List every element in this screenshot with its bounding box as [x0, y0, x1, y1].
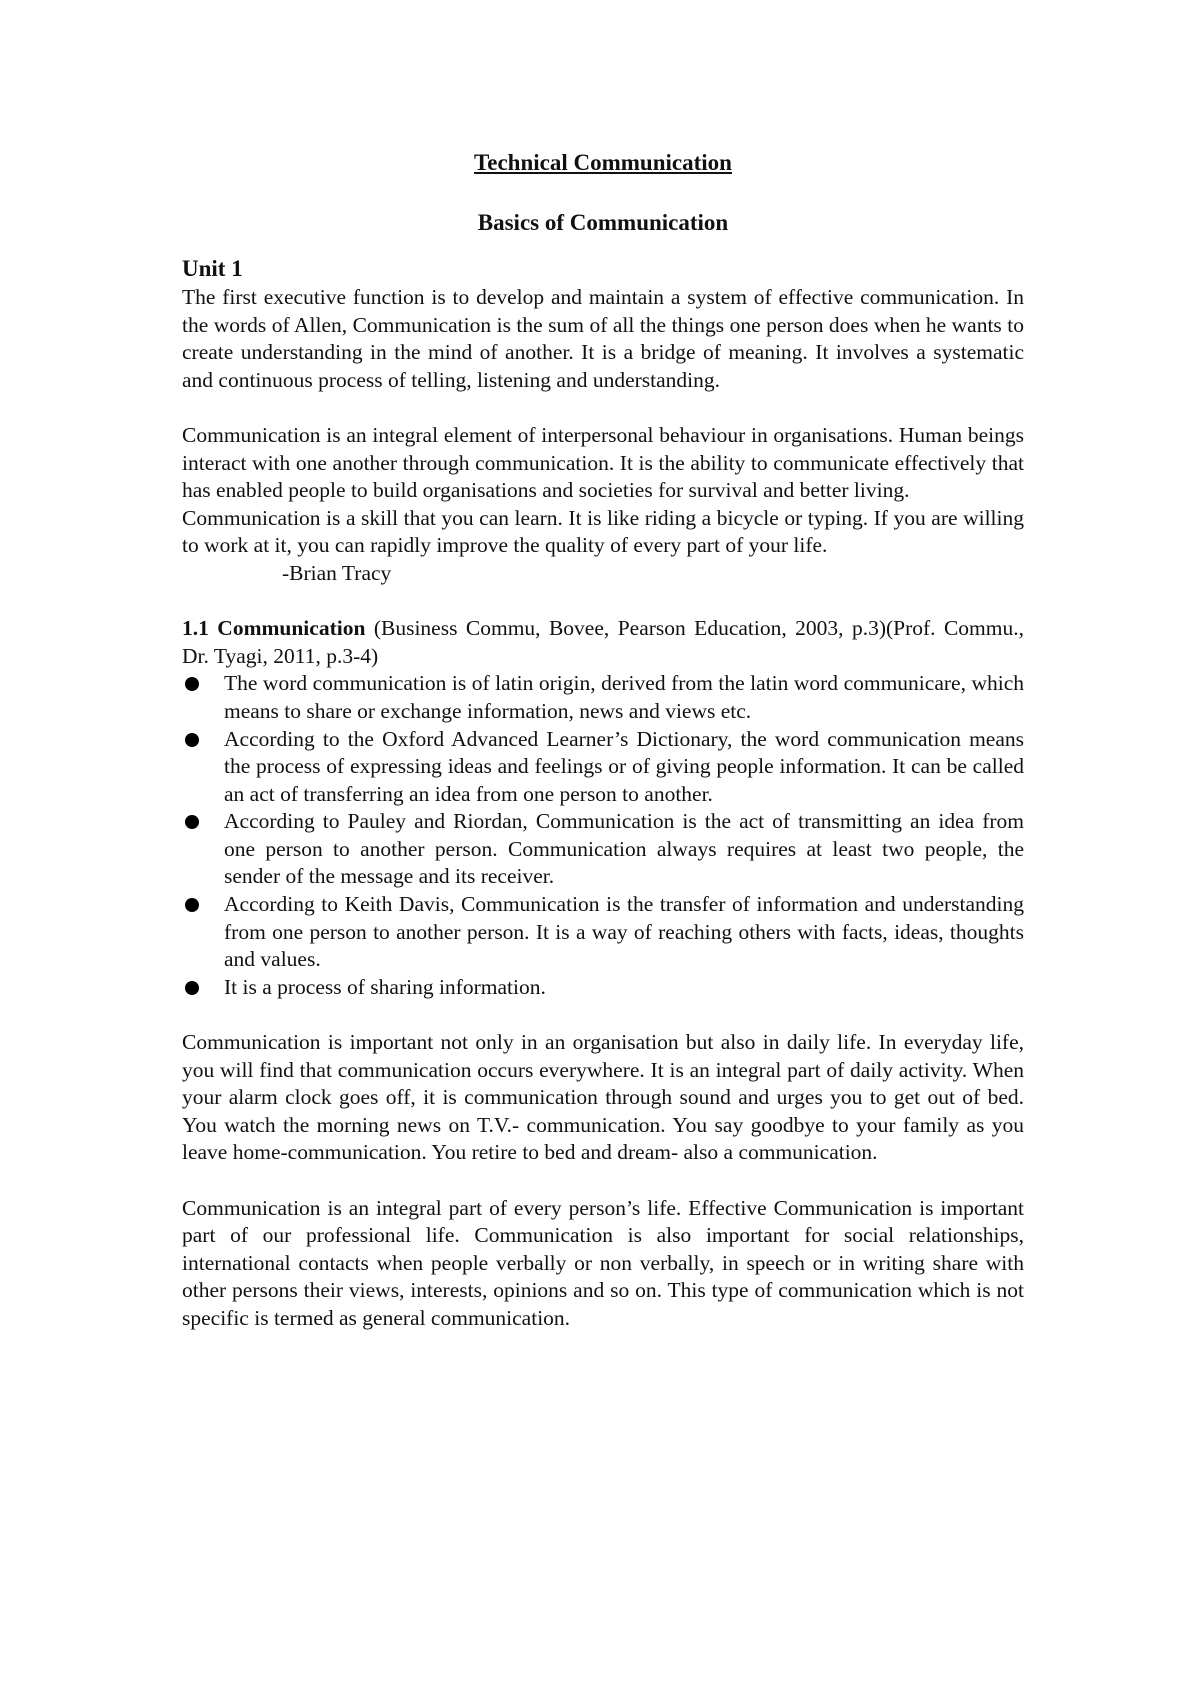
document-title: Technical Communication [474, 150, 732, 175]
document-page [182, 138, 1024, 1333]
unit-heading: Unit 1 [182, 256, 243, 281]
intro-paragraph: The first executive function is to develop and maintain a system of effective communication. In the words of Allen, Communication is the sum of all the things one person does when he wants to create understanding in the mind of another. It is a bridge of meaning. It involves a systematic and continuous process of telling, listening and understanding. [182, 285, 1024, 392]
list-item-text: It is a process of sharing information. [224, 974, 546, 999]
quote-paragraph: Communication is a skill that you can learn. It is like riding a bicycle or typing. If you are willing to work at it, you can rapidly improve the quality of every part of your life. [182, 505, 1024, 558]
section-1-1-title: 1.1 Communication [182, 616, 366, 641]
list-item [182, 808, 1024, 891]
paragraph-general-communication: Communication is an integral part of every person’s life. Effective Communication is important part of our professional life. Communication is also important for social relationships, international contacts when people verbally or non verbally, in speech or in writing share with other persons their views, interests, opinions and so on. This type of communication which is not specific is termed as general communication. [182, 1195, 1024, 1330]
bullet-icon [185, 898, 199, 912]
list-item-text: The word communication is of latin origin, derived from the latin word communicare, which means to share or exchange information, news and views etc. [224, 671, 1024, 723]
list-item [182, 726, 1024, 809]
bullet-icon [185, 677, 199, 691]
quote-author: -Brian Tracy [282, 560, 392, 585]
bullet-icon [185, 981, 199, 995]
definition-bullet-list [182, 670, 1024, 1001]
paragraph-interpersonal: Communication is an integral element of interpersonal behaviour in organisations. Human beings interact with one another through communication. It is the ability to communicate effectively that has enabled people to build organisations and societies for survival and better living. [182, 422, 1024, 503]
list-item [182, 670, 1024, 725]
section-1-1-reference: (Business Commu, Bovee, Pearson Education, 2003, p.3)(Prof. Commu., Dr. Tyagi, 2011, p.3-4) [182, 616, 1024, 668]
section-1-1-heading [182, 615, 1024, 670]
document-subtitle: Basics of Communication [477, 210, 729, 235]
list-item-text: According to Keith Davis, Communication is the transfer of information and understanding from one person to another person. It is a way of reaching others with facts, ideas, thoughts and values. [224, 892, 1024, 972]
paragraph-daily-life: Communication is important not only in an organisation but also in daily life. In everyday life, you will find that communication occurs everywhere. It is an integral part of daily activity. When your alarm clock goes off, it is communication through sound and urges you to get out of bed. You watch the morning news on T.V.- communication. You say goodbye to your family as you leave home-communication. You retire to bed and dream- also a communication. [182, 1030, 1024, 1165]
bullet-icon [185, 733, 199, 747]
list-item [182, 891, 1024, 974]
list-item [182, 974, 1024, 1002]
list-item-text: According to Pauley and Riordan, Communication is the act of transmitting an idea from one person to another person. Communication always requires at least two people, the sender of the message and its receiver. [224, 809, 1024, 889]
list-item-text: According to the Oxford Advanced Learner’s Dictionary, the word communication means the process of expressing ideas and feelings or of giving people information. It can be called an act of transferring an idea from one person to another. [224, 726, 1024, 806]
bullet-icon [185, 815, 199, 829]
